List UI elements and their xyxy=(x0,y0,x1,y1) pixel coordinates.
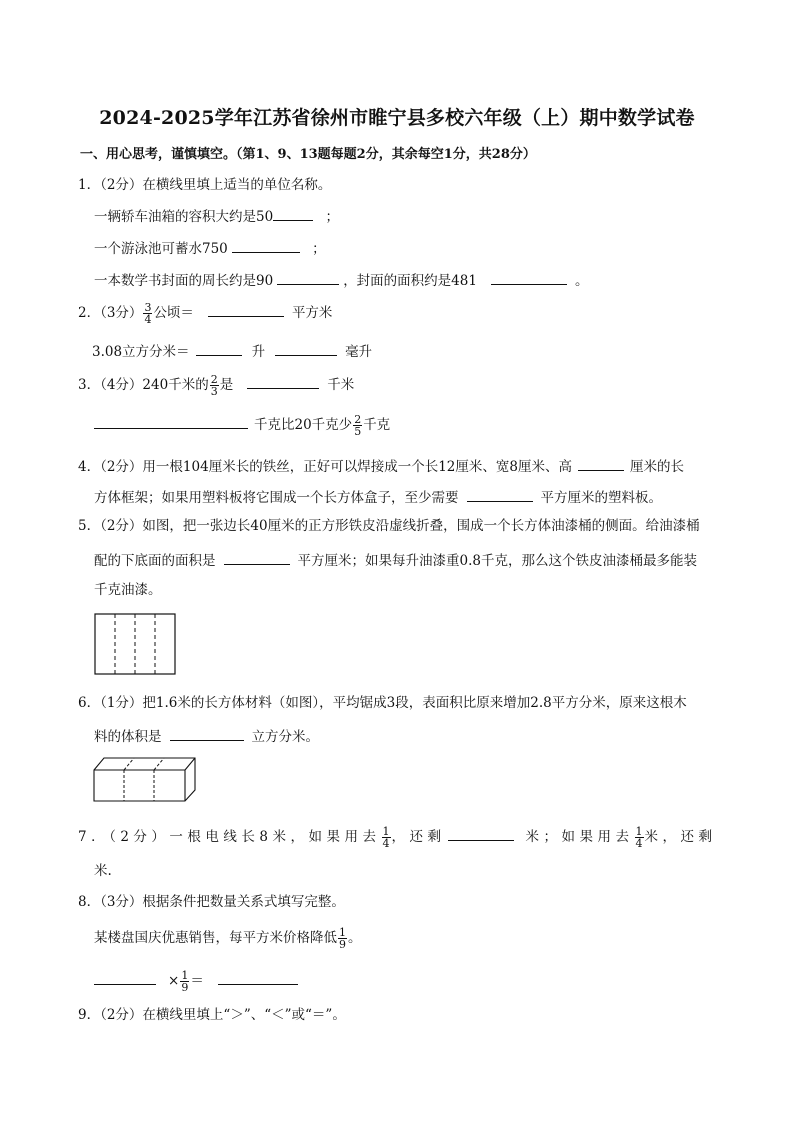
q3-heading: 3．（4分）240千米的 xyxy=(78,377,209,393)
q5-l2b: 平方厘米；如果每升油漆重0.8千克，那么这个铁皮油漆桶最多能装 xyxy=(297,553,697,569)
q2-line2 xyxy=(92,341,372,361)
q8-l2: 某楼盘国庆优惠销售，每平方米价格降低 xyxy=(94,930,337,946)
answer-blank[interactable] xyxy=(170,726,244,741)
cuboid-outline xyxy=(94,758,195,801)
answer-blank[interactable] xyxy=(224,550,290,565)
fraction: $\frac{1}{9}$ xyxy=(339,926,346,951)
q4-l2b: 平方厘米的塑料板。 xyxy=(540,490,662,506)
q7-line2: 米. xyxy=(94,863,112,879)
q2-b1: 3.08立方分米＝ xyxy=(92,344,190,360)
q7-c: 米；如果用去 xyxy=(525,829,634,845)
answer-blank[interactable] xyxy=(196,341,242,356)
q5-line1: 5．（2分）如图，把一张边长40厘米的正方形铁皮沿虚线折叠，围成一个长方体油漆桶的侧面。给油漆桶 xyxy=(78,518,700,534)
q6-l2a: 料的体积是 xyxy=(94,729,162,745)
q9-heading: 9．（2分）在横线里填上“＞”、“＜”或“＝”。 xyxy=(78,1007,346,1023)
answer-blank[interactable] xyxy=(491,270,567,285)
q7-b: ，还剩 xyxy=(391,829,446,845)
q3-b2: 千克 xyxy=(363,417,391,433)
folded-square-figure xyxy=(94,613,178,677)
fraction: $\frac{1}{9}$ xyxy=(181,969,189,994)
answer-blank[interactable] xyxy=(232,238,300,253)
q4-l1b: 厘米的长 xyxy=(629,459,684,475)
q2-a-end: 平方米 xyxy=(291,305,333,321)
q5-line2 xyxy=(94,550,697,570)
q2-b2: 升 xyxy=(251,344,266,360)
q7-a: 7．（2分）一根电线长8米，如果用去 xyxy=(78,829,381,845)
q3-a-end: 千米 xyxy=(327,377,355,393)
q1-line1-end: ； xyxy=(325,209,339,225)
q6-line2 xyxy=(94,726,319,746)
answer-blank[interactable] xyxy=(218,970,298,985)
q2-line1 xyxy=(78,302,332,325)
q8-line3 xyxy=(94,970,298,993)
q1-line2-text: 一个游泳池可蓄水750 xyxy=(94,241,228,257)
cuboid-figure xyxy=(93,757,197,803)
q4-l1a: 4．（2分）用一根104厘米长的铁丝，正好可以焊接成一个长12厘米、宽8厘米、高 xyxy=(78,459,572,475)
q1-line3-text-a: 一本数学书封面的周长约是90 xyxy=(94,273,274,289)
q4-l2a: 方体框架；如果用塑料板将它围成一个长方体盒子，至少需要 xyxy=(94,490,459,506)
q6-l2b: 立方分米。 xyxy=(251,729,319,745)
q8-heading: 8．（3分）根据条件把数量关系式填写完整。 xyxy=(78,894,345,910)
answer-blank[interactable] xyxy=(273,206,313,221)
answer-blank[interactable] xyxy=(247,374,319,389)
equals-sign: ＝ xyxy=(190,973,204,989)
q2-heading: 2．（3分） xyxy=(78,305,143,321)
answer-blank[interactable] xyxy=(275,341,337,356)
fraction: $\frac{1}{4}$ xyxy=(382,825,390,850)
q3-a-mid: 是 xyxy=(219,377,234,393)
q5-l2a: 配的下底面的面积是 xyxy=(94,553,216,569)
q5-line3: 千克油漆。 xyxy=(94,582,162,598)
q3-b1: 千克比20千克少 xyxy=(254,417,353,433)
answer-blank[interactable] xyxy=(448,826,514,841)
q4-line2 xyxy=(94,487,662,507)
answer-blank[interactable] xyxy=(277,270,339,285)
page-title: 2024-2025学年江苏省徐州市睢宁县多校六年级（上）期中数学试卷 xyxy=(99,107,695,129)
q8-line2 xyxy=(94,927,362,950)
fraction: $\frac{2}{3}$ xyxy=(210,373,218,398)
fraction: $\frac{3}{4}$ xyxy=(144,301,152,326)
q2-a-mid: 公顷＝ xyxy=(153,305,194,321)
q1-line1 xyxy=(94,206,339,226)
section-heading: 一、用心思考，谨慎填空。（第1、9、13题每题2分，其余每空1分，共28分） xyxy=(80,147,536,162)
q1-line3-text-b: ，封面的面积约是481 xyxy=(343,273,477,289)
q7-line1 xyxy=(78,826,718,849)
q1-line1-text: 一辆轿车油箱的容积大约是50 xyxy=(94,209,274,225)
q8-l2-end: 。 xyxy=(348,930,362,946)
answer-blank[interactable] xyxy=(578,456,624,471)
q3-line1 xyxy=(78,374,354,397)
q1-line3 xyxy=(94,270,588,290)
fraction: $\frac{2}{5}$ xyxy=(354,413,362,438)
q1-line2 xyxy=(94,238,326,258)
answer-blank[interactable] xyxy=(94,970,156,985)
q4-line1 xyxy=(78,456,684,476)
q7-d: 米，还剩 xyxy=(644,829,717,845)
q1-line2-end: ； xyxy=(312,241,326,257)
answer-blank[interactable] xyxy=(208,302,284,317)
answer-blank[interactable] xyxy=(467,487,533,502)
q1-line3-end: 。 xyxy=(574,273,589,289)
q1-heading: 1．（2分）在横线里填上适当的单位名称。 xyxy=(78,177,332,193)
times-sign: × xyxy=(168,973,180,989)
fraction: $\frac{1}{4}$ xyxy=(635,825,643,850)
q6-line1: 6．（1分）把1.6米的长方体材料（如图），平均锯成3段，表面积比原来增加2.8平方分米，原来这根木 xyxy=(78,695,687,711)
q3-line2 xyxy=(94,414,390,437)
q2-b3: 毫升 xyxy=(345,344,373,360)
answer-blank[interactable] xyxy=(94,414,248,429)
